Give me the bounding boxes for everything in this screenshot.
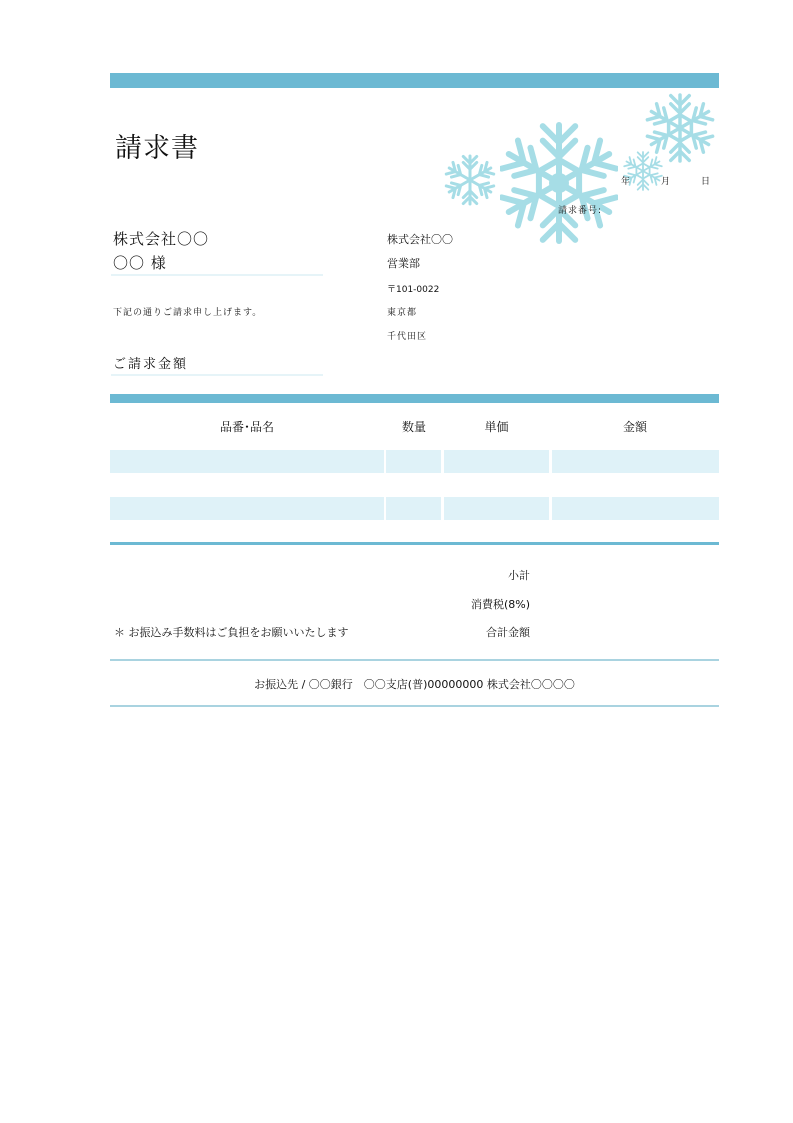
snowflake-large-icon bbox=[500, 118, 618, 248]
invoice-message: 下記の通りご請求申し上げます。 bbox=[113, 308, 263, 318]
total-label: 合計金額 bbox=[486, 626, 530, 639]
table-cell[interactable] bbox=[444, 450, 549, 473]
sender-ward: 千代田区 bbox=[387, 332, 428, 342]
table-cell[interactable] bbox=[552, 450, 719, 473]
table-top-bar bbox=[110, 394, 719, 403]
table-cell[interactable] bbox=[386, 450, 441, 473]
table-cell[interactable] bbox=[386, 497, 441, 520]
divider bbox=[110, 705, 719, 707]
amount-label: ご請求金額 bbox=[113, 357, 189, 372]
amount-underline bbox=[111, 374, 323, 376]
snowflake-icon bbox=[440, 150, 500, 210]
column-header-unit-price: 単価 bbox=[484, 420, 509, 434]
sender-company: 株式会社〇〇 bbox=[387, 233, 453, 246]
table-cell[interactable] bbox=[552, 497, 719, 520]
tax-label: 消費税(8%) bbox=[470, 598, 530, 611]
sender-postal: 〒101-0022 bbox=[387, 285, 440, 295]
column-header-quantity: 数量 bbox=[401, 420, 426, 434]
table-bottom-line bbox=[110, 542, 719, 545]
sender-department: 営業部 bbox=[387, 257, 420, 270]
column-header-amount: 金額 bbox=[622, 420, 647, 434]
recipient-name: 〇〇 様 bbox=[113, 254, 167, 272]
column-header-item: 品番･品名 bbox=[219, 420, 274, 434]
bank-info: お振込先 / 〇〇銀行 〇〇支店(普)00000000 株式会社〇〇〇〇 bbox=[254, 678, 575, 691]
date-day-label: 日 bbox=[701, 177, 712, 187]
top-accent-bar bbox=[110, 73, 719, 88]
table-cell[interactable] bbox=[444, 497, 549, 520]
sender-prefecture: 東京都 bbox=[387, 308, 418, 318]
page-title: 請求書 bbox=[115, 133, 199, 164]
table-cell[interactable] bbox=[110, 450, 384, 473]
subtotal-label: 小計 bbox=[508, 569, 530, 582]
transfer-fee-note: ＊ お振込み手数料はご負担をお願いいたします bbox=[114, 626, 349, 639]
date-year-label: 年 bbox=[621, 177, 632, 187]
invoice-number-label: 請求番号: bbox=[558, 206, 603, 216]
recipient-company: 株式会社〇〇 bbox=[113, 230, 210, 248]
table-cell[interactable] bbox=[110, 497, 384, 520]
divider bbox=[110, 659, 719, 661]
date-month-label: 月 bbox=[661, 177, 672, 187]
recipient-underline bbox=[111, 274, 323, 276]
